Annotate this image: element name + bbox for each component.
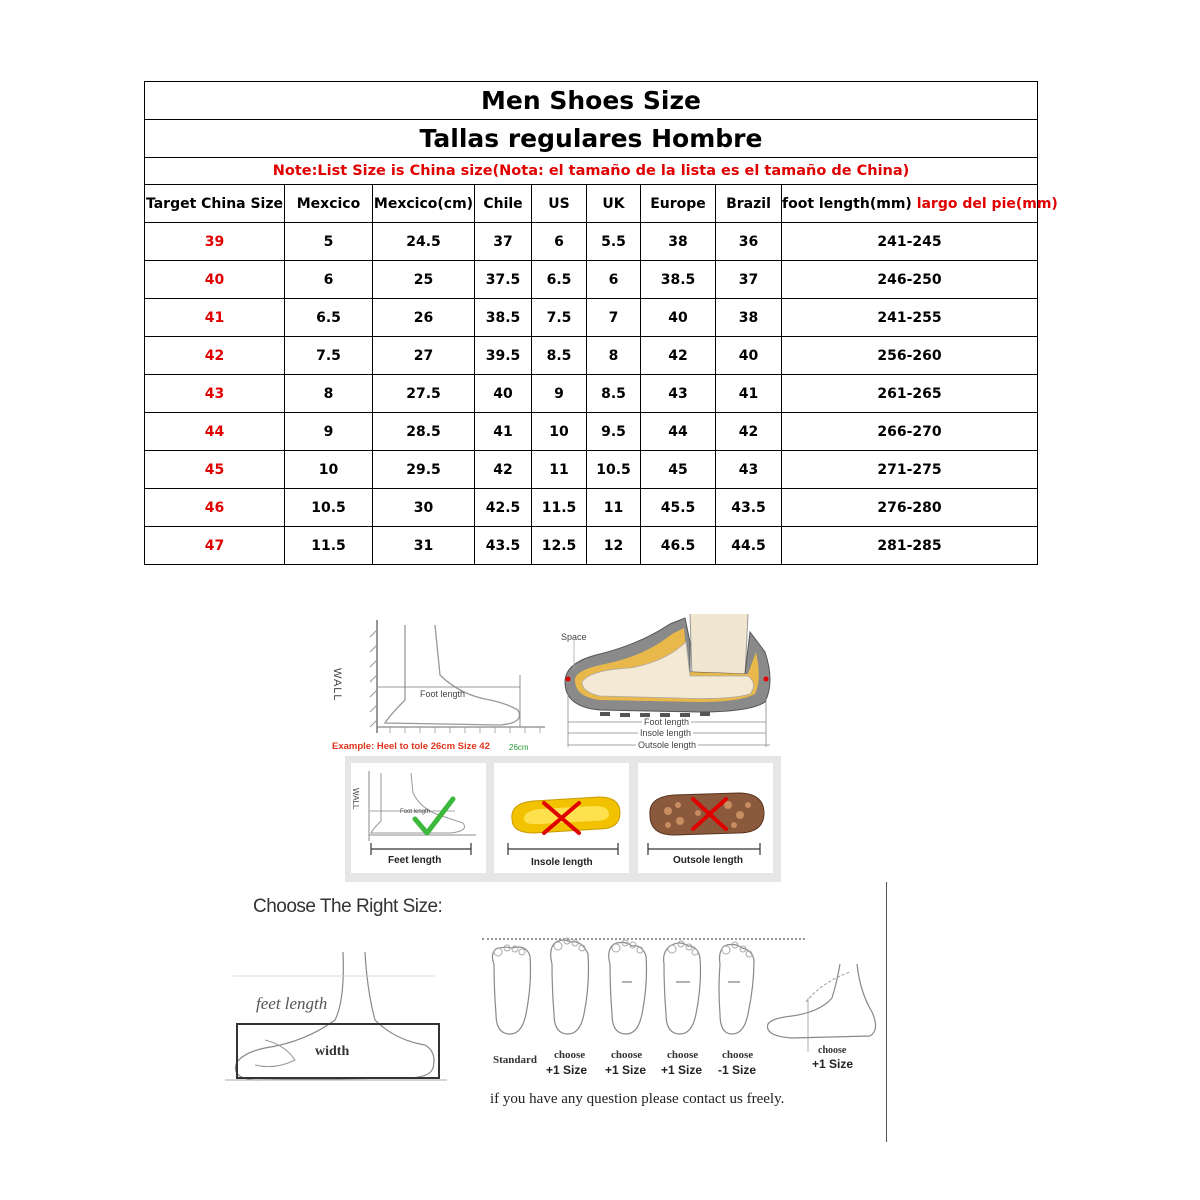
side-foot-right-illustration bbox=[762, 962, 880, 1052]
mexico-cell: 9 bbox=[285, 413, 373, 451]
wall-label: WALL bbox=[331, 668, 343, 702]
uk-cell: 11 bbox=[587, 489, 641, 527]
uk-cell: 9.5 bbox=[587, 413, 641, 451]
mexico-cell: 8 bbox=[285, 375, 373, 413]
header-uk: UK bbox=[587, 185, 641, 223]
mexico-cm-cell: 24.5 bbox=[373, 223, 475, 261]
foot-length-cell: 241-255 bbox=[782, 299, 1038, 337]
plus-one-size-3: +1 Size bbox=[661, 1063, 703, 1077]
mexico-cm-cell: 26 bbox=[373, 299, 475, 337]
foot-length-cell: 271-275 bbox=[782, 451, 1038, 489]
feet-length-caption: Feet length bbox=[388, 855, 442, 866]
us-cell: 6.5 bbox=[532, 261, 587, 299]
china-size-cell: 40 bbox=[145, 261, 285, 299]
mexico-cell: 5 bbox=[285, 223, 373, 261]
choose-label-3: choose bbox=[667, 1049, 699, 1061]
foot-length-cell: 246-250 bbox=[782, 261, 1038, 299]
mexico-cell: 10.5 bbox=[285, 489, 373, 527]
header-foot-length-es: largo del pie(mm) bbox=[916, 195, 1058, 212]
mexico-cell: 6.5 bbox=[285, 299, 373, 337]
chile-cell: 38.5 bbox=[475, 299, 532, 337]
table-note: Note:List Size is China size(Nota: el tamaño de la lista es el tamaño de China) bbox=[145, 158, 1038, 185]
header-brazil: Brazil bbox=[716, 185, 782, 223]
mexico-cell: 7.5 bbox=[285, 337, 373, 375]
foot-length-cell: 281-285 bbox=[782, 527, 1038, 565]
europe-cell: 44 bbox=[641, 413, 716, 451]
shoe-outsole-length-label: Outsole length bbox=[638, 740, 697, 750]
example-text: Example: Heel to tole 26cm Size 42 bbox=[332, 741, 490, 752]
mexico-cm-cell: 27.5 bbox=[373, 375, 475, 413]
brazil-cell: 44.5 bbox=[716, 527, 782, 565]
header-foot-length-en: foot length(mm) bbox=[782, 195, 917, 212]
outsole-length-caption: Outsole length bbox=[673, 855, 743, 866]
cm-label: 26cm bbox=[509, 743, 529, 752]
minus-one-size: -1 Size bbox=[718, 1063, 757, 1077]
europe-cell: 45 bbox=[641, 451, 716, 489]
uk-cell: 10.5 bbox=[587, 451, 641, 489]
us-cell: 11 bbox=[532, 451, 587, 489]
china-size-cell: 43 bbox=[145, 375, 285, 413]
mexico-cell: 11.5 bbox=[285, 527, 373, 565]
brazil-cell: 42 bbox=[716, 413, 782, 451]
chile-cell: 37.5 bbox=[475, 261, 532, 299]
shoe-insole-length-label: Insole length bbox=[640, 728, 692, 738]
header-mexico: Mexcico bbox=[285, 185, 373, 223]
europe-cell: 38.5 bbox=[641, 261, 716, 299]
brazil-cell: 38 bbox=[716, 299, 782, 337]
table-row bbox=[145, 375, 1038, 413]
choose-label-2: choose bbox=[611, 1049, 643, 1061]
chile-cell: 43.5 bbox=[475, 527, 532, 565]
table-title: Men Shoes Size bbox=[145, 82, 1038, 120]
brazil-cell: 41 bbox=[716, 375, 782, 413]
space-label: Space bbox=[561, 632, 587, 642]
mexico-cm-cell: 29.5 bbox=[373, 451, 475, 489]
choose-label-5: choose bbox=[818, 1045, 847, 1056]
contact-text: if you have any question please contact us freely. bbox=[490, 1091, 785, 1107]
plus-one-size-1: +1 Size bbox=[546, 1063, 588, 1077]
table-row bbox=[145, 299, 1038, 337]
table-row bbox=[145, 489, 1038, 527]
mexico-cell: 10 bbox=[285, 451, 373, 489]
china-size-cell: 46 bbox=[145, 489, 285, 527]
europe-cell: 45.5 bbox=[641, 489, 716, 527]
table-row bbox=[145, 337, 1038, 375]
side-foot-illustration bbox=[225, 950, 455, 1085]
mexico-cm-cell: 28.5 bbox=[373, 413, 475, 451]
foot-length-cell: 266-270 bbox=[782, 413, 1038, 451]
china-size-cell: 45 bbox=[145, 451, 285, 489]
vertical-divider bbox=[886, 882, 887, 1142]
china-size-cell: 39 bbox=[145, 223, 285, 261]
mexico-cm-cell: 30 bbox=[373, 489, 475, 527]
uk-cell: 6 bbox=[587, 261, 641, 299]
foot-length-cell: 276-280 bbox=[782, 489, 1038, 527]
europe-cell: 40 bbox=[641, 299, 716, 337]
brazil-cell: 36 bbox=[716, 223, 782, 261]
chile-cell: 42 bbox=[475, 451, 532, 489]
chile-cell: 39.5 bbox=[475, 337, 532, 375]
europe-cell: 43 bbox=[641, 375, 716, 413]
wall-measure-illustration bbox=[330, 615, 560, 755]
uk-cell: 5.5 bbox=[587, 223, 641, 261]
china-size-cell: 44 bbox=[145, 413, 285, 451]
foot-length-cell: 256-260 bbox=[782, 337, 1038, 375]
header-foot-length bbox=[782, 185, 1058, 223]
mexico-cm-cell: 25 bbox=[373, 261, 475, 299]
small-wall-label: WALL bbox=[351, 788, 360, 810]
europe-cell: 46.5 bbox=[641, 527, 716, 565]
brazil-cell: 37 bbox=[716, 261, 782, 299]
uk-cell: 7 bbox=[587, 299, 641, 337]
foot-length-label: Foot length bbox=[420, 689, 466, 699]
uk-cell: 8.5 bbox=[587, 375, 641, 413]
small-foot-length-label: Foot length bbox=[400, 809, 431, 815]
table-subtitle: Tallas regulares Hombre bbox=[145, 120, 1038, 158]
mexico-cm-cell: 31 bbox=[373, 527, 475, 565]
us-cell: 9 bbox=[532, 375, 587, 413]
foot-length-cell: 261-265 bbox=[782, 375, 1038, 413]
mexico-cm-cell: 27 bbox=[373, 337, 475, 375]
table-row bbox=[145, 527, 1038, 565]
chile-cell: 42.5 bbox=[475, 489, 532, 527]
us-cell: 8.5 bbox=[532, 337, 587, 375]
width-label: width bbox=[315, 1044, 350, 1059]
choose-label-4: choose bbox=[722, 1049, 754, 1061]
chile-cell: 41 bbox=[475, 413, 532, 451]
us-cell: 7.5 bbox=[532, 299, 587, 337]
insole-length-caption: Insole length bbox=[531, 857, 593, 868]
table-row bbox=[145, 451, 1038, 489]
uk-cell: 12 bbox=[587, 527, 641, 565]
header-chile: Chile bbox=[475, 185, 532, 223]
plus-one-size-5: +1 Size bbox=[812, 1057, 854, 1071]
europe-cell: 42 bbox=[641, 337, 716, 375]
header-us: US bbox=[532, 185, 587, 223]
us-cell: 12.5 bbox=[532, 527, 587, 565]
us-cell: 10 bbox=[532, 413, 587, 451]
header-europe: Europe bbox=[641, 185, 716, 223]
table-row bbox=[145, 223, 1038, 261]
chile-cell: 37 bbox=[475, 223, 532, 261]
table-header-row bbox=[145, 185, 1038, 223]
plus-one-size-2: +1 Size bbox=[605, 1063, 647, 1077]
mexico-cell: 6 bbox=[285, 261, 373, 299]
size-chart-table bbox=[144, 81, 1058, 565]
header-china-size: Target China Size bbox=[145, 185, 285, 223]
foot-length-cell: 241-245 bbox=[782, 223, 1038, 261]
uk-cell: 8 bbox=[587, 337, 641, 375]
brazil-cell: 43 bbox=[716, 451, 782, 489]
standard-label: Standard bbox=[493, 1054, 538, 1066]
chile-cell: 40 bbox=[475, 375, 532, 413]
header-mexico-cm: Mexcico(cm) bbox=[373, 185, 475, 223]
us-cell: 6 bbox=[532, 223, 587, 261]
choose-size-title: Choose The Right Size: bbox=[253, 896, 443, 917]
us-cell: 11.5 bbox=[532, 489, 587, 527]
table-row bbox=[145, 413, 1038, 451]
foot-shapes-illustration bbox=[482, 934, 782, 1049]
china-size-cell: 41 bbox=[145, 299, 285, 337]
shoe-foot-length-label: Foot length bbox=[644, 717, 690, 727]
feet-length-script-label: feet length bbox=[256, 994, 328, 1013]
china-size-cell: 47 bbox=[145, 527, 285, 565]
table-row bbox=[145, 261, 1038, 299]
china-size-cell: 42 bbox=[145, 337, 285, 375]
europe-cell: 38 bbox=[641, 223, 716, 261]
choose-label-1: choose bbox=[554, 1049, 586, 1061]
brazil-cell: 43.5 bbox=[716, 489, 782, 527]
brazil-cell: 40 bbox=[716, 337, 782, 375]
